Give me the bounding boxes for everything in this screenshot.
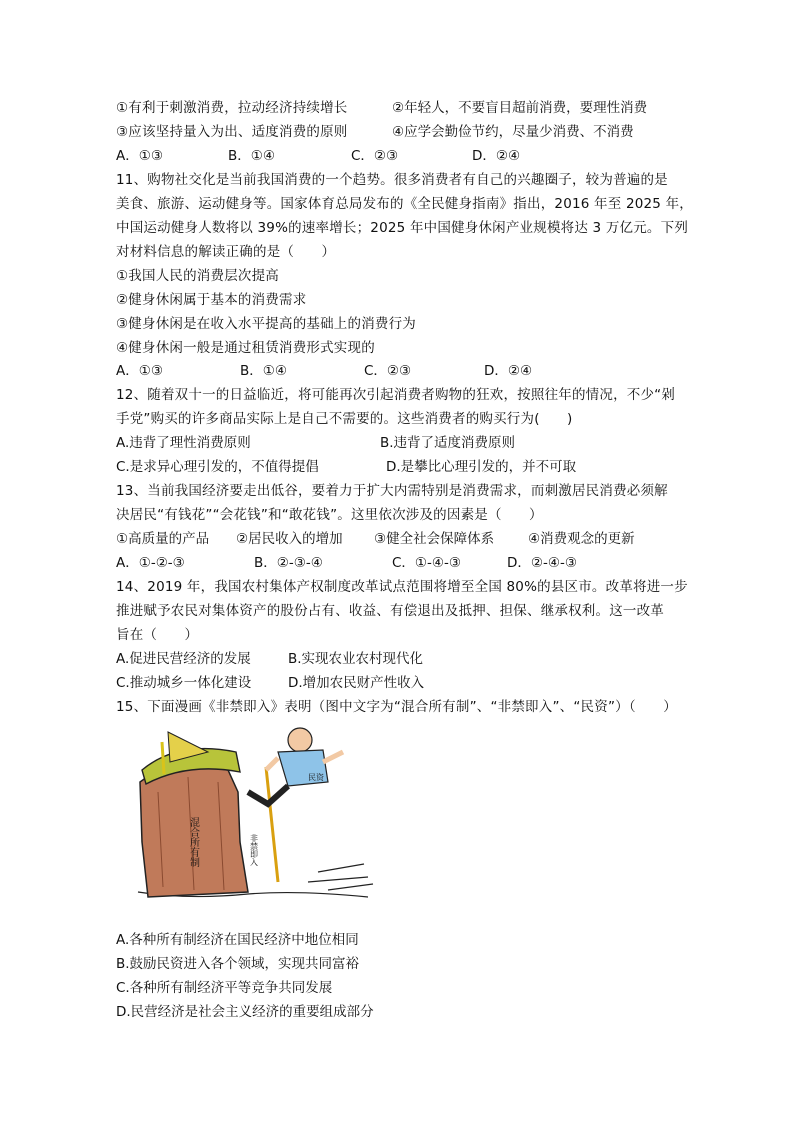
q11-option-b: B．①④ bbox=[240, 363, 287, 379]
q11-option-a: A．①③ bbox=[116, 363, 163, 379]
q12-option-a: A.违背了理性消费原则 bbox=[116, 435, 251, 451]
q15-option-a: A.各种所有制经济在国民经济中地位相同 bbox=[116, 932, 359, 948]
q14-text-line: 14、2019 年，我国农村集体产权制度改革试点范围将增至全国 80%的县区市。改革将进一步 bbox=[116, 579, 688, 595]
q11-text-line: 美食、旅游、运动健身等。国家体育总局发布的《全民健身指南》指出，2016 年至 2025 年， bbox=[116, 196, 693, 212]
q11-option-c: C．②③ bbox=[364, 363, 412, 379]
q13-statement-3: ③健全社会保障体系 bbox=[374, 531, 495, 547]
q10-statement-4: ④应学会勤俭节约，尽量少消费、不消费 bbox=[392, 124, 634, 140]
q14-option-b: B.实现农业农村现代化 bbox=[288, 651, 424, 667]
cartoon-image bbox=[128, 722, 378, 907]
q12-text-line: 手党”购买的许多商品实际上是自己不需要的。这些消费者的购买行为( ) bbox=[116, 411, 573, 427]
q15-text-line: 15、下面漫画《非禁即入》表明（图中文字为“混合所有制”、“非禁即入”、“民资”）（ ） bbox=[116, 699, 677, 715]
q12-option-d: D.是攀比心理引发的，并不可取 bbox=[386, 459, 577, 475]
q10-statement-1: ①有利于刺激消费，拉动经济持续增长 bbox=[116, 100, 348, 116]
q13-statement-2: ②居民收入的增加 bbox=[236, 531, 343, 547]
q13-option-c: C．①-④-③ bbox=[392, 555, 461, 571]
q11-statement-4: ④健身休闲一般是通过租赁消费形式实现的 bbox=[116, 340, 375, 356]
q13-option-d: D．②-④-③ bbox=[507, 555, 577, 571]
q13-statement-4: ④消费观念的更新 bbox=[528, 531, 635, 547]
q12-option-c: C.是求异心理引发的，不值得提倡 bbox=[116, 459, 319, 475]
pole-label: 非禁即入 bbox=[249, 834, 259, 866]
q11-text-line: 对材料信息的解读正确的是（ ） bbox=[116, 244, 336, 260]
q12-option-b: B.违背了适度消费原则 bbox=[380, 435, 516, 451]
q11-text-line: 中国运动健身人数将以 39%的速率增长；2025 年中国健身休闲产业规模将达 3 万亿元。下列 bbox=[116, 220, 689, 236]
q11-option-d: D．②④ bbox=[484, 363, 533, 379]
q10-statement-2: ②年轻人，不要盲目超前消费，要理性消费 bbox=[392, 100, 648, 116]
cliff-label: 混合所有制 bbox=[187, 817, 199, 867]
q10-option-c: C．②③ bbox=[351, 148, 399, 164]
q10-statement-3: ③应该坚持量入为出、适度消费的原则 bbox=[116, 124, 348, 140]
q12-text-line: 12、随着双十一的日益临近，将可能再次引起消费者购物的狂欢，按照往年的情况，不少“剁 bbox=[116, 387, 676, 403]
q15-option-b: B.鼓励民资进入各个领域，实现共同富裕 bbox=[116, 956, 360, 972]
q10-option-a: A．①③ bbox=[116, 148, 163, 164]
q15-option-c: C.各种所有制经济平等竞争共同发展 bbox=[116, 980, 333, 996]
q13-option-a: A．①-②-③ bbox=[116, 555, 185, 571]
q10-option-d: D．②④ bbox=[472, 148, 521, 164]
q14-option-c: C.推动城乡一体化建设 bbox=[116, 675, 252, 691]
person-label: 民资 bbox=[308, 773, 324, 782]
q13-text-line: 决居民“有钱花”“会花钱”和“敢花钱”。这里依次涉及的因素是（ ） bbox=[116, 507, 543, 523]
q10-option-b: B．①④ bbox=[228, 148, 275, 164]
q14-text-line: 推进赋予农民对集体资产的股份占有、收益、有偿退出及抵押、担保、继承权利。这一改革 bbox=[116, 603, 664, 619]
q11-statement-2: ②健身休闲属于基本的消费需求 bbox=[116, 292, 307, 308]
q15-option-d: D.民营经济是社会主义经济的重要组成部分 bbox=[116, 1004, 374, 1020]
q11-statement-3: ③健身休闲是在收入水平提高的基础上的消费行为 bbox=[116, 316, 417, 332]
q13-statement-1: ①高质量的产品 bbox=[116, 531, 210, 547]
q11-text-line: 11、购物社交化是当前我国消费的一个趋势。很多消费者有自己的兴趣圈子，较为普遍的是 bbox=[116, 172, 668, 188]
q13-text-line: 13、当前我国经济要走出低谷，要着力于扩大内需特别是消费需求，而刺激居民消费必须解 bbox=[116, 483, 668, 499]
q13-option-b: B．②-③-④ bbox=[254, 555, 323, 571]
q11-statement-1: ①我国人民的消费层次提高 bbox=[116, 268, 280, 284]
q14-option-d: D.增加农民财产性收入 bbox=[288, 675, 425, 691]
q14-text-line: 旨在（ ） bbox=[116, 627, 199, 643]
q14-option-a: A.促进民营经济的发展 bbox=[116, 651, 251, 667]
